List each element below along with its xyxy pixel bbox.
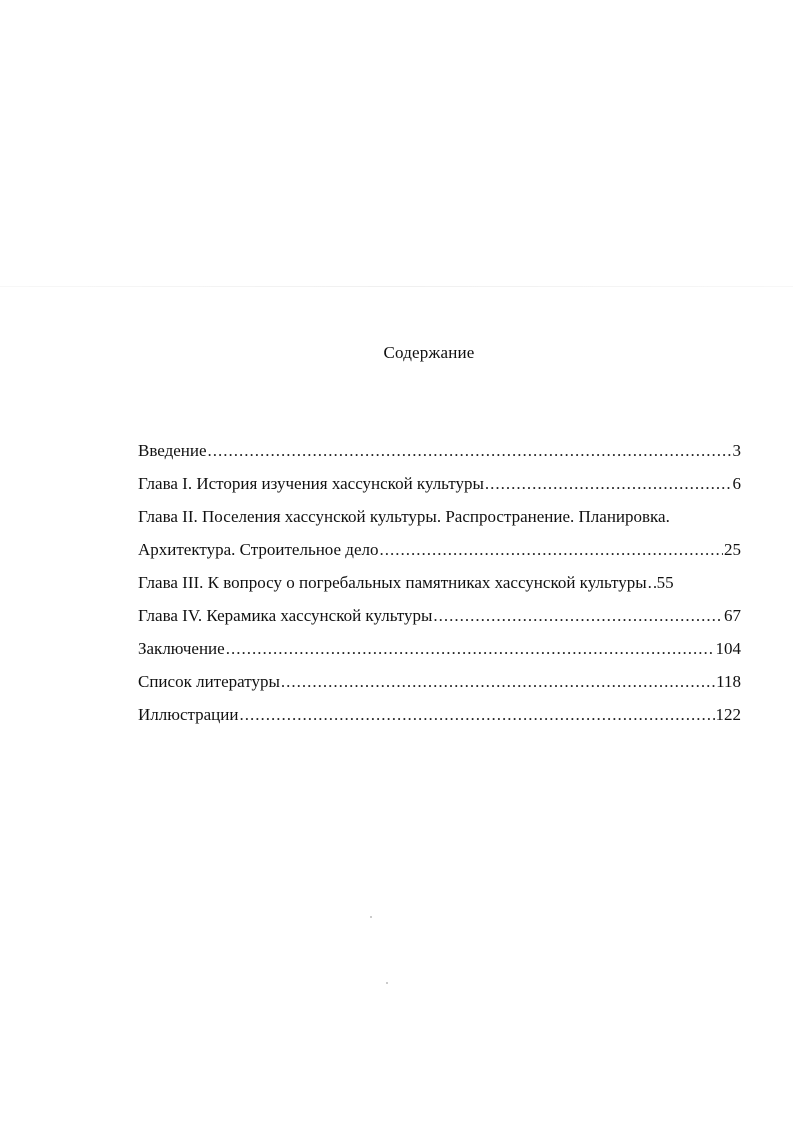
toc-title: Содержание (383, 343, 475, 362)
toc-entry-label: Архитектура. Строительное дело (138, 540, 379, 559)
toc-leader-dots (648, 572, 656, 594)
toc-entry-conclusion (138, 638, 741, 660)
toc-entry-page: 122 (715, 705, 741, 724)
toc-entry-chapter-2-line-1 (138, 506, 741, 528)
toc-entry-page: 118 (716, 672, 741, 691)
toc-entry-page: 3 (732, 441, 741, 460)
toc-entry-page: 104 (715, 639, 741, 658)
toc-entry-chapter-2-line-2 (138, 539, 741, 561)
toc-leader-dots (239, 704, 714, 726)
toc-leader-dots (433, 605, 723, 627)
toc-leader-dots (281, 671, 715, 693)
toc-entry-chapter-1 (138, 473, 741, 495)
toc-entry-chapter-3 (138, 572, 741, 594)
scan-speck (386, 982, 388, 984)
toc-entry-label: Глава IV. Керамика хассунской культуры (138, 606, 433, 625)
toc-entry-chapter-4 (138, 605, 741, 627)
toc-leader-dots (379, 539, 723, 561)
toc-entry-illustrations (138, 704, 741, 726)
toc-leader-dots (208, 440, 732, 462)
toc-entry-page: 6 (732, 474, 741, 493)
toc-entry-label: Глава III. К вопросу о погребальных памятниках хассунской культуры (138, 573, 647, 592)
toc-entry-page: 25 (724, 540, 741, 559)
toc-entry-label: Глава I. История изучения хассунской культуры (138, 474, 484, 493)
toc-entry-label: Глава II. Поселения хассунской культуры. Распространение. Планировка. (138, 507, 670, 526)
toc-entry-introduction (138, 440, 741, 462)
scan-edge-line (0, 286, 793, 287)
toc-leader-dots (485, 473, 732, 495)
table-of-contents (138, 440, 741, 737)
toc-entry-page: 67 (724, 606, 741, 625)
toc-leader-dots (226, 638, 715, 660)
toc-entry-label: Введение (138, 441, 207, 460)
toc-entry-bibliography (138, 671, 741, 693)
toc-entry-label: Заключение (138, 639, 225, 658)
toc-entry-label: Иллюстрации (138, 705, 239, 724)
toc-entry-label: Список литературы (138, 672, 280, 691)
toc-entry-page: 55 (656, 573, 674, 592)
scan-speck (370, 916, 372, 918)
